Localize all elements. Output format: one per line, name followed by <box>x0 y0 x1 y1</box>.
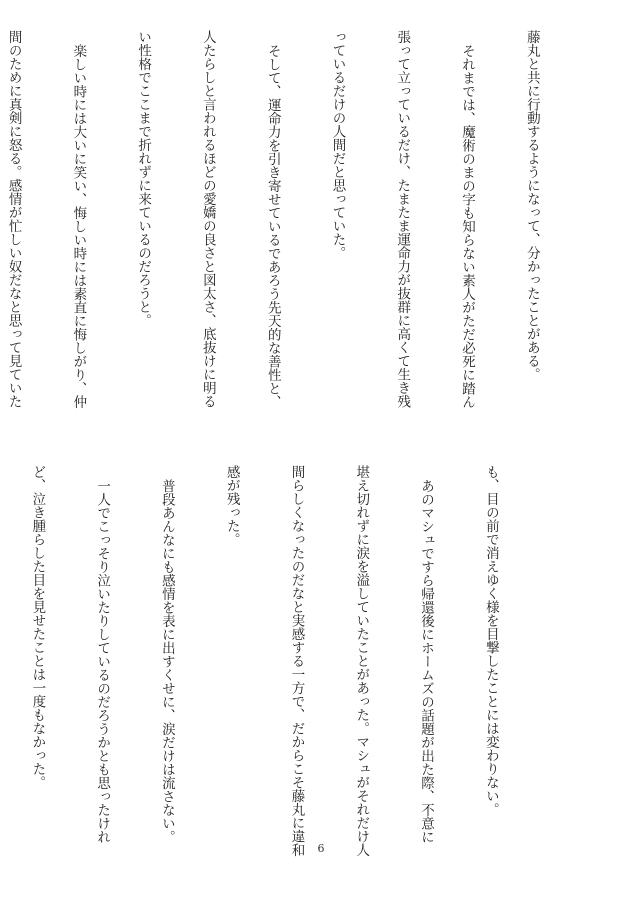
text-line: 堪え切れずに涙を溢していたことがあった。マシュがそれだけ人 <box>353 465 370 857</box>
text-line: 一人でこっそり泣いたりしているのだろうかとも思ったけれ <box>94 478 111 843</box>
text-line: そして、運命力を引き寄せているであろう先天的な善性と、 <box>264 43 281 408</box>
page-number: 6 <box>317 842 325 855</box>
text-line: い性格でここまで折れずに来ているのだろうと。 <box>135 30 152 327</box>
text-line: あのマシュですら帰還後にホームズの話題が出た際、不意に <box>418 478 435 843</box>
text-line: 張って立っているだけ、たまたま運命力が抜群に高くて生き残 <box>394 30 411 408</box>
text-block-bottom <box>0 465 544 857</box>
text-line: 感が残った。 <box>223 465 240 546</box>
text-line: 間のために真剣に怒る。感情が忙しい奴だなと思って見ていた <box>5 30 22 408</box>
text-line: 間らしくなったのだなと実感する一方で、だからこそ藤丸に違和 <box>288 465 305 857</box>
text-line: 普段あんなにも感情を表に出すくせに、涙だけは流さない。 <box>158 478 175 843</box>
text-line: ど、泣き腫らした目を見せたことは一度もなかった。 <box>29 465 46 789</box>
text-line: 藤丸と共に行動するようになって、分かったことがある。 <box>523 30 540 381</box>
text-line: っているだけの人間だと思っていた。 <box>329 30 346 260</box>
text-line: それまでは、魔術のまの字も知らない素人がただ必死に踏ん <box>459 43 476 408</box>
text-line: 人たらしと言われるほどの愛嬌の良さと図太さ、底抜けに明る <box>199 30 216 408</box>
text-line: 楽しい時には大いに笑い、悔しい時には素直に悔しがり、仲 <box>70 43 87 408</box>
text-line: も、目の前で消えゆく様を目撃したことには変わりない。 <box>482 465 499 816</box>
text-block-top <box>0 30 585 410</box>
